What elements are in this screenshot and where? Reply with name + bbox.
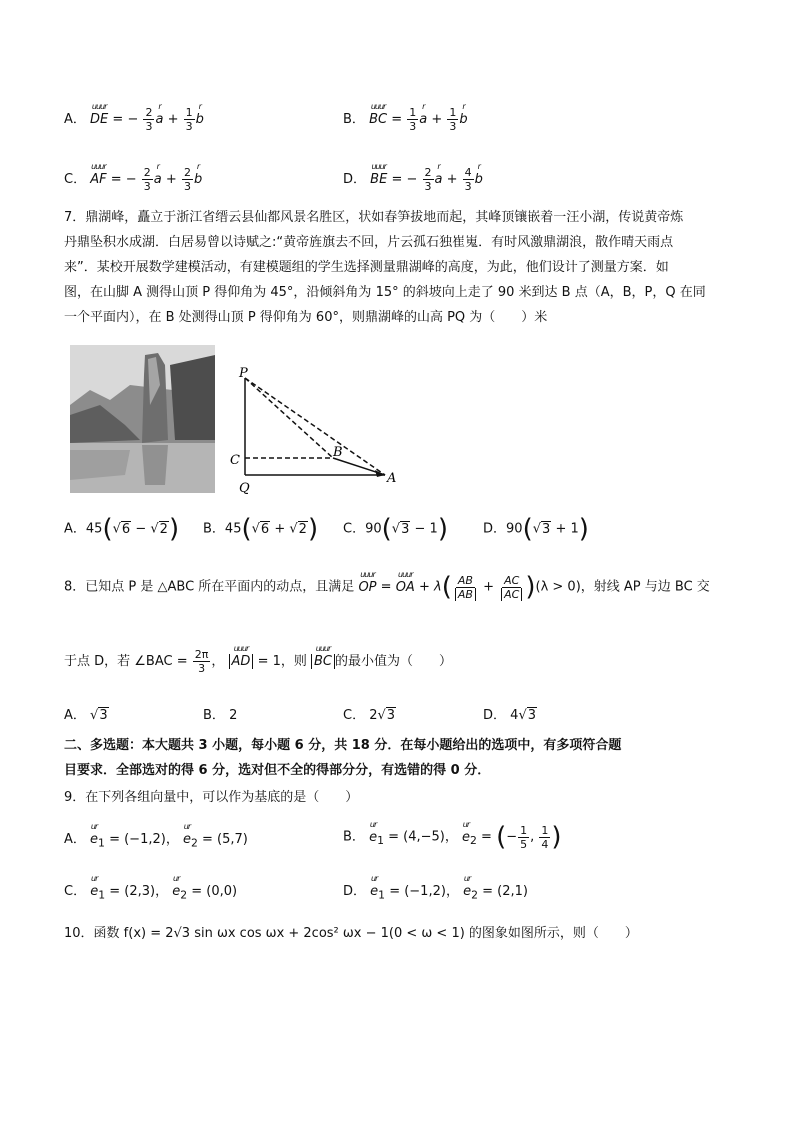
q10-stem: 10．函数 f(x) = 2√3 sin ωx cos ωx + 2cos² ωx − 1(0 < ω < 1) 的图象如图所示，则（ ）	[64, 926, 638, 941]
q8-option-a: A． √3	[64, 708, 108, 723]
q8-line1: 8．已知点 P 是 △ABC 所在平面内的动点，且满足 uuur OP = uuur OA + λ( $\frac{AB}{AB}$ + $\frac{AC}{AC}$ )(λ > 0)，射线 AP 与边 BC 交	[64, 569, 710, 602]
q6-option-c: C． uuur AF = − $\frac{2}{3}$ r a + $\frac{2}{3}$ r b	[64, 162, 203, 193]
q7-option-a: A．45(√6 − √2)	[64, 514, 180, 544]
q9-option-c: C． ur $e_1 = (2,3)$， ur $e_2 = (0,0)$	[64, 874, 238, 902]
q6-option-b: B． uuur BC = $\frac{1}{3}$ r a + $\frac{1}{3}$ r b	[343, 102, 468, 133]
section-2-heading: 二、多选题：本大题共 3 小题，每小题 6 分，共 18 分．在每小题给出的选项中，有多项符合题 目要求．全部选对的得 6 分，选对但不全的得部分分，有选错的得 0 分．	[64, 738, 622, 778]
q9-stem: 9．在下列各组向量中，可以作为基底的是（ ）	[64, 790, 359, 805]
q8-line2: 于点 D，若 ∠BAC = $\frac{2\pi}{3}$ ， uuur AD = 1，则 uuur BC 的最小值为（ ）	[64, 644, 453, 675]
q6-option-a: A． uuur DE = − $\frac{2}{3}$ r a + $\frac{1}{3}$ r b	[64, 102, 204, 133]
q7-option-b: B．45(√6 + √2)	[203, 514, 319, 544]
label-q: Q	[239, 481, 250, 495]
mountain-photo	[70, 345, 215, 493]
q7-stem: 7．鼎湖峰，矗立于浙江省缙云县仙都风景名胜区，状如春笋拔地而起，其峰顶镶嵌着一汪小湖，传说黄帝炼 丹鼎坠积水成湖．白居易曾以诗赋之:“黄帝旌旗去不回，片云孤石独崔嵬．有时风激鼎湖浪，散作晴天雨点 来”．某校开展数学建模活动，有建模题组的学生选择测量鼎湖峰的高度，为此，他们设计了测量方案．如 图，在山脚 A 测得山顶 P 得仰角为 45°，沿倾斜角为 15° 的斜坡向上走了 90 米到达 B 点（A，B，P，Q 在同 一个平面内），在 B 处测得山顶 P 得仰角为 60°，则鼎湖峰的山高 PQ 为（ ）米	[64, 210, 706, 325]
q6-option-d: D． uuur BE = − $\frac{2}{3}$ r a + $\frac{4}{3}$ r b	[343, 162, 483, 193]
q7-option-c: C．90(√3 − 1)	[343, 514, 448, 544]
label-p: P	[239, 366, 248, 381]
q9-option-d: D． ur $e_1 = (-1,2)$， ur $e_2 = (2,1)$	[343, 874, 528, 902]
q9-option-a: A． ur $e_1 = (-1,2)$， ur $e_2 = (5,7)$	[64, 822, 248, 850]
q7-diagram	[225, 360, 405, 495]
label-c: C	[230, 453, 240, 468]
q8-option-d: D． 4√3	[483, 708, 537, 723]
label-a: A	[387, 471, 397, 486]
q7-option-d: D．90(√3 + 1)	[483, 514, 589, 544]
q8-option-b: B． 2	[203, 708, 238, 723]
q8-option-c: C． 2√3	[343, 708, 396, 723]
label-b: B	[333, 445, 343, 460]
q9-option-b: B． ur $e_1 = (4,-5)$， ur $e_2$ = (− $\frac{1}{5}$ , $\frac{1}{4}$ )	[343, 819, 562, 852]
